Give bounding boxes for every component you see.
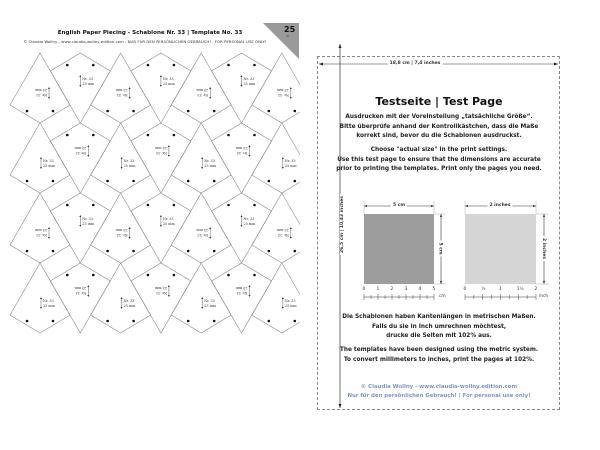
kite-label — [74, 145, 90, 157]
kite-number: Nr. 33 — [43, 159, 54, 163]
kite-shape — [131, 263, 191, 333]
kite-size: 25 mm — [155, 146, 167, 150]
kite-shape — [91, 193, 151, 263]
seam-dot — [92, 274, 95, 277]
seam-dot — [213, 250, 216, 253]
kite-label — [79, 75, 95, 87]
kite-shape — [50, 263, 110, 333]
metric-square-top-label: 5 cm — [392, 203, 406, 208]
seam-dot — [213, 180, 216, 183]
ruler-tick-label: 3 — [404, 287, 408, 292]
german-note — [318, 313, 560, 342]
seam-dot — [52, 180, 55, 183]
kite-label — [79, 215, 95, 227]
kite-template-grid — [0, 45, 300, 450]
seam-dot — [213, 110, 216, 113]
seam-dot — [253, 64, 256, 67]
kite-shape — [131, 53, 191, 123]
kite-size: 25 mm — [74, 146, 87, 150]
ruler-tick-label: ½ — [481, 287, 486, 292]
seam-dot — [187, 250, 190, 253]
kite-number: Nr. 33 — [197, 233, 209, 237]
test-page-title: Testseite | Test Page — [375, 95, 503, 108]
kite-size: 25 mm — [243, 82, 256, 86]
kite-label — [201, 297, 217, 309]
kite-label — [74, 285, 90, 297]
ruler-tick-label: 2 — [390, 287, 394, 292]
footer-personal-use: Nur für den persönlichen Gebrauch! | For personal use only! — [347, 393, 531, 399]
page-number: 25 — [284, 25, 296, 34]
copyright-footer — [318, 383, 560, 401]
seam-dot — [132, 250, 135, 253]
seam-dot — [253, 204, 256, 207]
seam-dot — [227, 204, 230, 207]
ruler-tick-label: 1 — [376, 287, 380, 292]
kite-number: Nr. 33 — [116, 233, 128, 237]
inch-square-side-label: 2 inches — [541, 237, 547, 260]
english-instruction-line: prior to printing the templates. Print only the pages you need. — [336, 166, 542, 172]
ruler-tick-label: 1 — [499, 287, 502, 292]
seam-dot — [187, 110, 190, 113]
seam-dot — [147, 134, 150, 137]
seam-dot — [132, 180, 135, 183]
seam-dot — [52, 320, 55, 323]
kite-number: Nr. 33 — [82, 217, 93, 221]
ruler-tick-label: 0 — [362, 287, 366, 292]
template-title: English Paper Piecing - Schablone Nr. 33 | Template No. 33 — [57, 30, 243, 36]
cm-ruler-unit: cm — [439, 294, 446, 299]
kite-number: Nr. 33 — [162, 77, 174, 81]
seam-dot — [213, 320, 216, 323]
kite-size: 25 mm — [284, 304, 297, 308]
english-instructions — [318, 146, 560, 175]
german-instruction-line: Ausdrucken mit der Voreinstellung „tatsächliche Größe“. — [345, 114, 533, 120]
ruler-tick-label: 5 — [432, 287, 436, 292]
seam-dot — [132, 320, 135, 323]
kite-label — [196, 227, 212, 239]
kite-label — [201, 157, 217, 169]
kite-size: 25 mm — [284, 164, 297, 168]
seam-dot — [147, 64, 150, 67]
seam-dot — [294, 250, 297, 253]
seam-dot — [173, 134, 176, 137]
seam-dot — [92, 204, 95, 207]
kite-size: 25 mm — [204, 304, 217, 308]
kite-number: Nr. 33 — [204, 159, 215, 163]
seam-dot — [268, 180, 271, 183]
seam-dot — [227, 274, 230, 277]
kite-label — [241, 215, 257, 227]
inch-test-square — [465, 214, 536, 284]
seam-dot — [106, 320, 109, 323]
seam-dot — [66, 64, 69, 67]
kite-number: Nr. 33 — [162, 217, 174, 221]
kite-size: 25 mm — [35, 88, 47, 92]
seam-dot — [268, 250, 271, 253]
kite-size: 25 mm — [123, 164, 136, 168]
kite-number: Nr. 33 — [123, 159, 135, 163]
seam-dot — [294, 110, 297, 113]
german-instruction-line: korrekt sind, bevor du die Schablonen ausdruckst. — [356, 133, 522, 139]
kite-number: Nr. 33 — [156, 291, 167, 295]
seam-dot — [268, 320, 271, 323]
seam-dot — [26, 180, 29, 183]
german-instructions — [318, 113, 560, 142]
kite-size: 25 mm — [196, 88, 209, 92]
kite-size: 25 mm — [196, 228, 209, 232]
kite-label — [115, 87, 131, 99]
german-note-line: Die Schablonen haben Kantenlängen in metrischen Maßen. — [342, 314, 536, 320]
kite-number: Nr. 33 — [278, 93, 289, 97]
inch-square-top-label: 2 inches — [489, 203, 511, 208]
kite-size: 25 mm — [276, 228, 289, 232]
seam-dot — [66, 274, 69, 277]
ruler-tick-label: 4 — [418, 287, 422, 292]
kite-label — [121, 297, 137, 309]
kite-shape — [50, 193, 110, 263]
seam-dot — [173, 64, 176, 67]
ruler-tick-label: 2 — [534, 287, 538, 292]
kite-shape — [91, 53, 151, 123]
english-note — [318, 346, 560, 365]
kite-number: Nr. 33 — [197, 93, 209, 97]
kite-label — [154, 285, 170, 297]
kite-number: Nr. 33 — [284, 299, 296, 303]
kite-label — [235, 145, 251, 157]
kite-number: Nr. 33 — [204, 299, 215, 303]
kite-number: Nr. 33 — [278, 233, 289, 237]
kite-shape — [212, 123, 272, 193]
kite-size: 25 mm — [115, 228, 128, 232]
kite-size: 25 mm — [115, 88, 128, 92]
kite-label — [40, 157, 56, 169]
kite-number: Nr. 33 — [284, 159, 296, 163]
kite-number: Nr. 33 — [75, 291, 87, 295]
kite-shape — [171, 193, 231, 263]
kite-number: Nr. 33 — [75, 151, 87, 155]
seam-dot — [26, 320, 29, 323]
kite-shape — [50, 123, 110, 193]
seam-dot — [106, 250, 109, 253]
kite-size: 25 mm — [235, 286, 248, 290]
english-note-line: The templates have been designed using the metric system. — [339, 347, 539, 353]
seam-dot — [106, 110, 109, 113]
seam-dot — [52, 250, 55, 253]
seam-dot — [253, 274, 256, 277]
seam-dot — [294, 180, 297, 183]
kite-number: Nr. 33 — [236, 291, 248, 295]
kite-label — [276, 87, 292, 99]
seam-dot — [294, 320, 297, 323]
seam-dot — [253, 134, 256, 137]
width-measure-label: 18,8 cm | 7,4 inches — [389, 61, 441, 66]
kite-number: Nr. 33 — [123, 299, 135, 303]
kite-number: Nr. 33 — [36, 93, 47, 97]
seam-dot — [147, 204, 150, 207]
kite-number: Nr. 33 — [116, 93, 128, 97]
kite-size: 25 mm — [35, 228, 47, 232]
kite-shape — [50, 53, 110, 123]
kite-size: 25 mm — [243, 222, 256, 226]
kite-label — [160, 215, 176, 227]
seam-dot — [26, 250, 29, 253]
kite-label — [282, 297, 298, 309]
kite-size: 25 mm — [276, 88, 289, 92]
kite-label — [40, 297, 56, 309]
kite-size: 25 mm — [162, 82, 175, 86]
kite-number: Nr. 33 — [156, 151, 167, 155]
kite-shape — [171, 123, 231, 193]
english-note-line: To convert millimeters to inches, print the pages at 102%. — [343, 356, 535, 363]
inch-ruler-unit: inch — [539, 294, 549, 299]
kite-shape — [10, 123, 70, 193]
kite-shape — [10, 263, 70, 333]
kite-shape — [91, 123, 151, 193]
seam-dot — [227, 134, 230, 137]
seam-dot — [66, 134, 69, 137]
kite-label — [154, 145, 170, 157]
kite-label — [160, 75, 176, 87]
kite-label — [282, 157, 298, 169]
kite-size: 25 mm — [204, 164, 217, 168]
seam-dot — [173, 204, 176, 207]
kite-shape — [131, 193, 191, 263]
german-note-line: Falls du sie in Inch umrechnen möchtest, — [371, 323, 507, 330]
seam-dot — [187, 180, 190, 183]
kite-shape — [171, 53, 231, 123]
kite-shape — [212, 53, 272, 123]
kite-number: Nr. 33 — [236, 151, 248, 155]
seam-dot — [187, 320, 190, 323]
footer-website: © Claudia Wollny - www.claudia-wollny.edition.com — [360, 384, 518, 390]
english-instruction-line: Use this test page to ensure that the dimensions are accurate — [337, 156, 541, 163]
kite-shape — [171, 263, 231, 333]
kite-shape — [131, 123, 191, 193]
kite-shape — [212, 263, 272, 333]
seam-dot — [173, 274, 176, 277]
seam-dot — [147, 274, 150, 277]
kite-size: 25 mm — [43, 304, 55, 308]
kite-size: 25 mm — [82, 222, 95, 226]
kite-shape — [91, 263, 151, 333]
german-note-line: drucke die Seiten mit 102% aus. — [386, 333, 492, 339]
kite-label — [121, 157, 137, 169]
seam-dot — [227, 64, 230, 67]
seam-dot — [132, 110, 135, 113]
kite-number: Nr. 33 — [36, 233, 47, 237]
seam-dot — [26, 110, 29, 113]
kite-size: 25 mm — [162, 222, 175, 226]
kite-label — [115, 227, 131, 239]
seam-dot — [52, 110, 55, 113]
kite-label — [196, 87, 212, 99]
kite-size: 25 mm — [82, 82, 95, 86]
kite-shape — [212, 193, 272, 263]
kite-label — [34, 87, 50, 99]
kite-label — [235, 285, 251, 297]
template-copyright: © Claudia Wollny - www.claudia-wollny-edition.com - NUR FÜR DEN PERSÖNLICHEN GEBRAUCH! - FOR PERSONAL USE ONLY! — [23, 39, 267, 44]
kite-size: 25 mm — [155, 286, 167, 290]
kite-number: Nr. 33 — [82, 77, 93, 81]
kite-size: 25 mm — [43, 164, 55, 168]
kite-size: 25 mm — [123, 304, 136, 308]
kite-number: Nr. 33 — [43, 299, 54, 303]
kite-number: Nr. 33 — [243, 77, 255, 81]
kite-shape — [10, 53, 70, 123]
height-measure-label: 26,5 cm | 10,43 inches — [339, 196, 345, 253]
german-instruction-line: Bitte überprüfe anhand der Kontrollkästchen, dass die Maße — [339, 123, 539, 130]
seam-dot — [92, 134, 95, 137]
ruler-tick-label: 0 — [463, 287, 467, 292]
metric-square-side-label: 5 cm — [437, 242, 443, 255]
kite-label — [241, 75, 257, 87]
kite-shape — [10, 193, 70, 263]
page-badge-caption: /// — [286, 34, 290, 38]
kite-label — [34, 227, 50, 239]
kite-label — [276, 227, 292, 239]
kite-size: 25 mm — [74, 286, 87, 290]
english-instruction-line: Choose "actual size" in the print settings. — [370, 147, 508, 153]
metric-test-square — [364, 214, 434, 284]
seam-dot — [106, 180, 109, 183]
ruler-tick-label: 1½ — [516, 287, 524, 292]
seam-dot — [92, 64, 95, 67]
seam-dot — [268, 110, 271, 113]
kite-number: Nr. 33 — [243, 217, 255, 221]
kite-size: 25 mm — [235, 146, 248, 150]
seam-dot — [66, 204, 69, 207]
